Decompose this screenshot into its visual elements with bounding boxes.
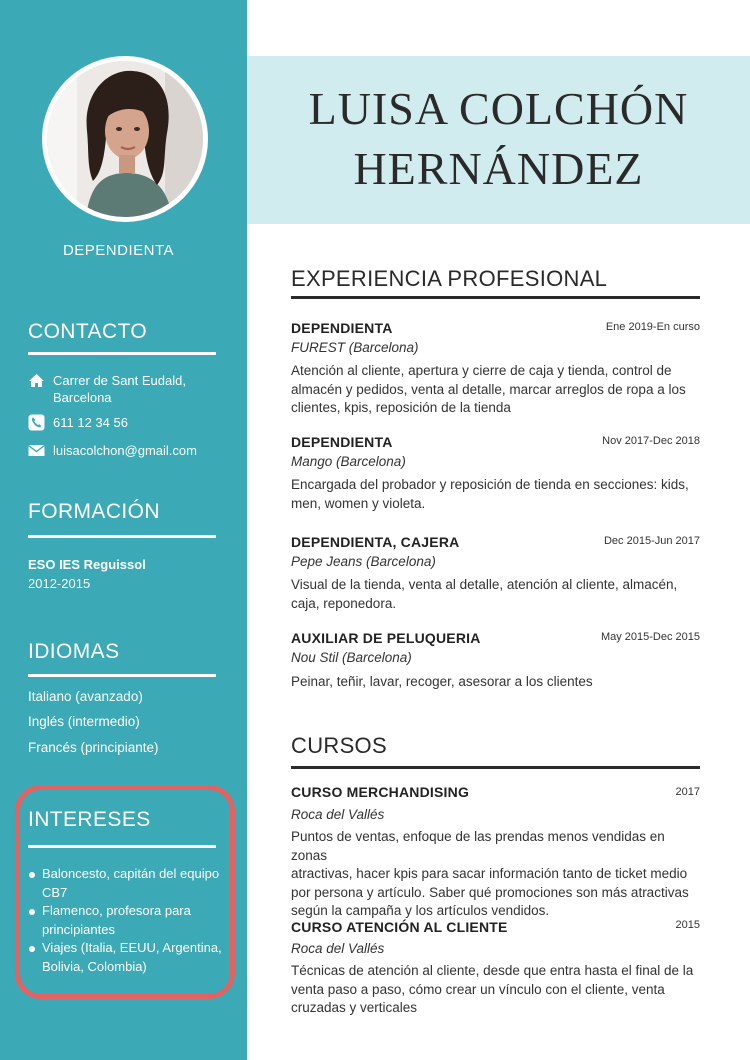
profile-photo bbox=[47, 61, 203, 217]
job-title: DEPENDIENTA bbox=[291, 434, 393, 450]
courses-heading: CURSOS bbox=[291, 733, 387, 758]
name-second-line: HERNÁNDEZ bbox=[353, 143, 644, 194]
name-banner bbox=[247, 56, 750, 224]
course-description: Puntos de ventas, enfoque de las prendas menos vendidas en zonas atractivas, hacer kpis para sacar información tanto de ticket medio por persona y artículo. Saber qué promociones son más atractivas según la campaña y los artículos vendidos. bbox=[291, 829, 689, 918]
contact-phone bbox=[28, 414, 218, 431]
course-year: 2017 bbox=[675, 786, 700, 798]
job-dates: May 2015-Dec 2015 bbox=[600, 631, 700, 643]
bullet-icon bbox=[29, 872, 35, 878]
course-title: CURSO MERCHANDISING bbox=[291, 784, 470, 800]
bullet-icon bbox=[29, 909, 35, 915]
course-place: Roca del Vallés bbox=[291, 941, 385, 956]
profile-photo-frame bbox=[42, 56, 208, 222]
bullet-icon bbox=[29, 946, 35, 952]
email-address[interactable]: luisacolchon@gmail.com bbox=[53, 443, 197, 458]
phone-icon bbox=[28, 414, 45, 431]
mail-icon bbox=[28, 442, 45, 459]
language-item: Italiano (avanzado) bbox=[28, 689, 143, 704]
job-description: Encargada del probador y reposición de tienda en secciones: kids, men, women y violeta. bbox=[291, 477, 689, 511]
job-title-subtitle: DEPENDIENTA bbox=[62, 242, 175, 259]
course-title: CURSO ATENCIÓN AL CLIENTE bbox=[291, 919, 508, 935]
job-dates: Dec 2015-Jun 2017 bbox=[603, 535, 700, 547]
language-item: Francés (principiante) bbox=[28, 740, 159, 755]
course-year: 2015 bbox=[675, 919, 700, 931]
languages-divider bbox=[28, 674, 216, 677]
job-company: Mango (Barcelona) bbox=[291, 454, 406, 469]
job-company: FUREST (Barcelona) bbox=[291, 340, 419, 355]
experience-divider bbox=[291, 296, 700, 299]
interest-item: Baloncesto, capitán del equipo CB7 bbox=[28, 865, 233, 902]
phone-number[interactable]: 611 12 34 56 bbox=[53, 415, 128, 430]
course-place: Roca del Vallés bbox=[291, 807, 385, 822]
course-description: Técnicas de atención al cliente, desde que entra hasta el final de la venta paso a paso, cómo crear un vínculo con el cliente, venta cruzadas y verticales bbox=[291, 963, 694, 1015]
language-item: Inglés (intermedio) bbox=[28, 714, 140, 729]
address-line-2: Barcelona bbox=[53, 390, 112, 405]
job-title: DEPENDIENTA, CAJERA bbox=[291, 534, 460, 550]
job-title: AUXILIAR DE PELUQUERIA bbox=[291, 630, 481, 646]
education-heading: FORMACIÓN bbox=[28, 500, 160, 523]
job-dates: Nov 2017-Dec 2018 bbox=[602, 435, 700, 447]
contact-heading: CONTACTO bbox=[28, 320, 148, 343]
contact-address bbox=[28, 372, 218, 406]
contact-email bbox=[28, 442, 218, 459]
job-dates: Ene 2019-En curso bbox=[605, 321, 700, 333]
job-description: Atención al cliente, apertura y cierre de caja y tienda, control de almacén y pedidos, venta al detalle, marcar arreglos de ropa a los clientes, kpis, reposición de la tienda bbox=[291, 363, 686, 415]
sidebar bbox=[0, 0, 247, 1060]
job-description: Visual de la tienda, venta al detalle, atención al cliente, almacén, caja, reponedora. bbox=[291, 577, 678, 611]
address-line-1: Carrer de Sant Eudald, bbox=[53, 373, 186, 388]
experience-heading: EXPERIENCIA PROFESIONAL bbox=[291, 266, 608, 291]
languages-heading: IDIOMAS bbox=[28, 640, 120, 663]
interests-heading: INTERESES bbox=[28, 808, 151, 831]
education-years: 2012-2015 bbox=[28, 576, 91, 591]
interests-divider bbox=[28, 845, 216, 848]
job-title: DEPENDIENTA bbox=[291, 320, 393, 336]
job-company: Pepe Jeans (Barcelona) bbox=[291, 554, 436, 569]
interest-item: Viajes (Italia, EEUU, Argentina, Bolivia, Colombia) bbox=[28, 939, 233, 976]
courses-divider bbox=[291, 766, 700, 769]
contact-divider bbox=[28, 352, 216, 355]
job-description: Peinar, teñir, lavar, recoger, asesorar a los clientes bbox=[291, 674, 593, 689]
job-company: Nou Stil (Barcelona) bbox=[291, 650, 412, 665]
education-school: ESO IES Reguissol bbox=[28, 557, 146, 572]
home-icon bbox=[28, 372, 45, 389]
interests-list bbox=[28, 865, 233, 976]
name-first-line: LUISA COLCHÓN bbox=[308, 83, 689, 134]
interest-item: Flamenco, profesora para principiantes bbox=[28, 902, 233, 939]
education-divider bbox=[28, 535, 216, 538]
